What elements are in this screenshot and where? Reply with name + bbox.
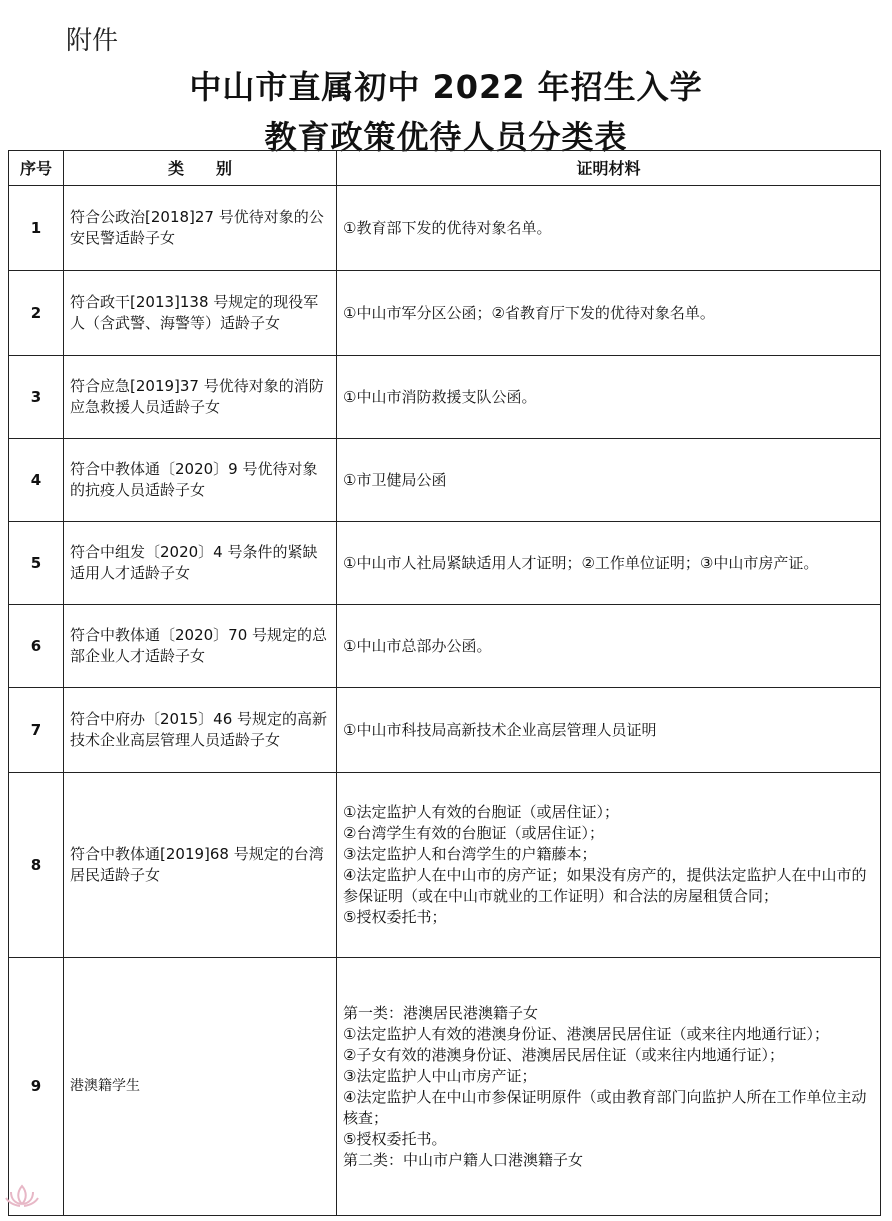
row-materials — [337, 186, 881, 271]
table-row — [9, 605, 881, 688]
row-category: 符合应急[2019]37 号优待对象的消防应急救援人员适龄子女 — [64, 356, 337, 439]
row-materials — [337, 773, 881, 958]
table-row — [9, 271, 881, 356]
row-category: 符合中教体通〔2020〕70 号规定的总部企业人才适龄子女 — [64, 605, 337, 688]
row-category: 符合政干[2013]138 号规定的现役军人（含武警、海警等）适龄子女 — [64, 271, 337, 356]
material-line: ①中山市消防救援支队公函。 — [343, 387, 537, 406]
row-category: 符合公政治[2018]27 号优待对象的公安民警适龄子女 — [64, 186, 337, 271]
row-index: 2 — [9, 271, 64, 356]
table-row — [9, 356, 881, 439]
row-materials — [337, 688, 881, 773]
row-index: 7 — [9, 688, 64, 773]
row-index: 6 — [9, 605, 64, 688]
table-row — [9, 958, 881, 1216]
table-row — [9, 439, 881, 522]
table-row — [9, 688, 881, 773]
material-line: 第二类：中山市户籍人口港澳籍子女 — [343, 1150, 584, 1169]
page-title-line1: 中山市直属初中 2022 年招生入学 — [189, 68, 703, 106]
lotus-logo-icon — [4, 1182, 40, 1210]
material-line: ①市卫健局公函 — [343, 470, 447, 489]
material-line: ④法定监护人在中山市参保证明原件（或由教育部门向监护人所在工作单位主动核查； — [343, 1087, 867, 1127]
material-line: ③法定监护人中山市房产证； — [343, 1066, 537, 1085]
row-category: 港澳籍学生 — [64, 958, 337, 1216]
row-index: 9 — [9, 958, 64, 1216]
row-index: 1 — [9, 186, 64, 271]
material-line: ①法定监护人有效的港澳身份证、港澳居民居住证（或来往内地通行证）； — [343, 1024, 829, 1043]
row-category: 符合中教体通[2019]68 号规定的台湾居民适龄子女 — [64, 773, 337, 958]
material-line: ①中山市科技局高新技术企业高层管理人员证明 — [343, 720, 657, 739]
row-category: 符合中教体通〔2020〕9 号优待对象的抗疫人员适龄子女 — [64, 439, 337, 522]
row-materials — [337, 605, 881, 688]
table-row — [9, 522, 881, 605]
attachment-label: 附件 — [66, 26, 119, 56]
row-materials — [337, 356, 881, 439]
page-title-line2: 教育政策优待人员分类表 — [264, 118, 628, 156]
row-category: 符合中组发〔2020〕4 号条件的紧缺适用人才适龄子女 — [64, 522, 337, 605]
row-index: 8 — [9, 773, 64, 958]
row-category: 符合中府办〔2015〕46 号规定的高新技术企业高层管理人员适龄子女 — [64, 688, 337, 773]
material-line: ②台湾学生有效的台胞证（或居住证）； — [343, 824, 604, 842]
row-index: 4 — [9, 439, 64, 522]
header-category: 类 别 — [64, 151, 337, 186]
row-materials — [337, 958, 881, 1216]
row-materials — [337, 522, 881, 605]
material-line: ③法定监护人和台湾学生的户籍藤本； — [343, 845, 597, 863]
classification-table — [8, 150, 881, 1216]
table-header-row — [9, 151, 881, 186]
row-materials — [337, 439, 881, 522]
material-line: ⑤授权委托书。 — [343, 1129, 447, 1148]
row-materials — [337, 271, 881, 356]
row-index: 5 — [9, 522, 64, 605]
material-line: ⑤授权委托书； — [343, 908, 447, 926]
row-index: 3 — [9, 356, 64, 439]
header-index: 序号 — [9, 151, 64, 186]
material-line: ④法定监护人在中山市的房产证；如果没有房产的，提供法定监护人在中山市的参保证明（或在中山市就业的工作证明）和合法的房屋租赁合同； — [343, 866, 867, 905]
table-row — [9, 773, 881, 958]
material-line: ①中山市人社局紧缺适用人才证明；②工作单位证明；③中山市房产证。 — [343, 553, 819, 572]
material-line: ①中山市总部办公函。 — [343, 636, 492, 655]
material-line: 第一类：港澳居民港澳籍子女 — [343, 1003, 539, 1022]
material-line: ①教育部下发的优待对象名单。 — [343, 218, 552, 237]
table-row — [9, 186, 881, 271]
material-line: ①法定监护人有效的台胞证（或居住证）； — [343, 803, 619, 821]
material-line: ①中山市军分区公函；②省教育厅下发的优待对象名单。 — [343, 303, 715, 322]
header-materials: 证明材料 — [337, 151, 881, 186]
material-line: ②子女有效的港澳身份证、港澳居民居住证（或来往内地通行证）； — [343, 1045, 784, 1064]
